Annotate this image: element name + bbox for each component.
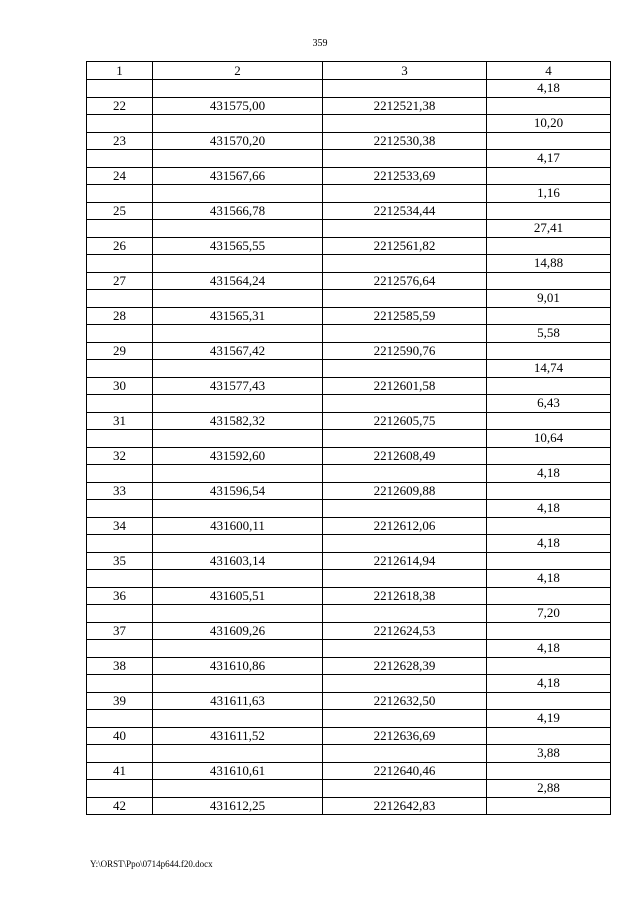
table-cell: 2212605,75 — [323, 412, 487, 430]
table-cell — [487, 412, 611, 430]
table-cell: 2,88 — [487, 780, 611, 798]
table-cell: 37 — [87, 622, 153, 640]
table-cell: 2212618,38 — [323, 587, 487, 605]
table-cell — [323, 570, 487, 588]
table-row — [87, 465, 611, 483]
table-cell: 431609,26 — [153, 622, 323, 640]
table-cell: 4,18 — [487, 465, 611, 483]
table-cell: 4,18 — [487, 500, 611, 518]
table-cell — [487, 167, 611, 185]
table-row — [87, 745, 611, 763]
table-row — [87, 447, 611, 465]
table-cell — [87, 570, 153, 588]
table-cell — [153, 640, 323, 658]
table-cell: 14,74 — [487, 360, 611, 378]
table-cell — [487, 447, 611, 465]
table-cell — [487, 132, 611, 150]
table-cell — [323, 675, 487, 693]
table-cell — [87, 465, 153, 483]
table-cell — [487, 482, 611, 500]
table-cell: 2212561,82 — [323, 237, 487, 255]
table-cell: 36 — [87, 587, 153, 605]
table-cell — [87, 675, 153, 693]
table-row — [87, 640, 611, 658]
table-cell: 9,01 — [487, 290, 611, 308]
table-cell — [87, 640, 153, 658]
table-cell: 38 — [87, 657, 153, 675]
table-cell: 42 — [87, 797, 153, 815]
table-cell: 4,18 — [487, 640, 611, 658]
table-cell: 4,18 — [487, 535, 611, 553]
table-cell: 431565,31 — [153, 307, 323, 325]
table-cell — [323, 220, 487, 238]
table-cell — [153, 255, 323, 273]
table-cell — [323, 500, 487, 518]
table-cell — [323, 360, 487, 378]
table-cell: 30 — [87, 377, 153, 395]
column-header: 2 — [153, 62, 323, 80]
table-cell: 10,64 — [487, 430, 611, 448]
table-cell: 431605,51 — [153, 587, 323, 605]
table-cell — [87, 325, 153, 343]
table-row — [87, 272, 611, 290]
table-row — [87, 412, 611, 430]
table-cell — [87, 220, 153, 238]
table-cell: 2212533,69 — [323, 167, 487, 185]
table-row — [87, 657, 611, 675]
table-cell: 431592,60 — [153, 447, 323, 465]
table-cell — [487, 377, 611, 395]
coordinates-table — [86, 61, 611, 815]
table-cell: 39 — [87, 692, 153, 710]
table-cell — [153, 605, 323, 623]
table-cell — [153, 185, 323, 203]
table-cell — [323, 465, 487, 483]
table-cell: 431611,52 — [153, 727, 323, 745]
table-cell — [153, 395, 323, 413]
table-header-row — [87, 62, 611, 80]
table-row — [87, 97, 611, 115]
table-row — [87, 220, 611, 238]
table-cell — [487, 587, 611, 605]
table-cell: 3,88 — [487, 745, 611, 763]
table-cell: 27,41 — [487, 220, 611, 238]
table-cell: 431570,20 — [153, 132, 323, 150]
column-header: 3 — [323, 62, 487, 80]
table-cell: 6,43 — [487, 395, 611, 413]
table-cell: 431610,61 — [153, 762, 323, 780]
table-cell — [323, 745, 487, 763]
table-cell: 2212609,88 — [323, 482, 487, 500]
table-cell — [487, 797, 611, 815]
table-cell — [153, 115, 323, 133]
table-row — [87, 342, 611, 360]
table-cell: 35 — [87, 552, 153, 570]
table-cell — [323, 255, 487, 273]
table-row — [87, 762, 611, 780]
table-cell — [153, 675, 323, 693]
table-cell — [153, 290, 323, 308]
table-row — [87, 430, 611, 448]
table-row — [87, 150, 611, 168]
table-row — [87, 675, 611, 693]
table-row — [87, 692, 611, 710]
table-row — [87, 325, 611, 343]
table-cell — [323, 710, 487, 728]
table-cell: 2212642,83 — [323, 797, 487, 815]
table-cell: 27 — [87, 272, 153, 290]
table-cell — [87, 605, 153, 623]
table-cell: 4,18 — [487, 80, 611, 98]
table-cell: 431603,14 — [153, 552, 323, 570]
table-row — [87, 587, 611, 605]
table-cell: 7,20 — [487, 605, 611, 623]
table-cell: 31 — [87, 412, 153, 430]
table-cell — [487, 657, 611, 675]
table-cell: 22 — [87, 97, 153, 115]
table-cell: 2212636,69 — [323, 727, 487, 745]
table-cell — [487, 517, 611, 535]
table-cell — [323, 395, 487, 413]
table-cell — [153, 430, 323, 448]
table-cell: 14,88 — [487, 255, 611, 273]
table-cell — [323, 80, 487, 98]
table-cell: 2212530,38 — [323, 132, 487, 150]
table-cell: 2212614,94 — [323, 552, 487, 570]
table-cell — [87, 395, 153, 413]
table-row — [87, 360, 611, 378]
table-cell: 431566,78 — [153, 202, 323, 220]
table-cell: 2212576,64 — [323, 272, 487, 290]
column-header: 1 — [87, 62, 153, 80]
table-row — [87, 202, 611, 220]
table-cell: 2212640,46 — [323, 762, 487, 780]
table-cell — [87, 745, 153, 763]
table-row — [87, 307, 611, 325]
table-row — [87, 132, 611, 150]
file-path-footer: Y:\ORST\Ppo\0714p644.f20.docx — [90, 859, 213, 869]
table-row — [87, 237, 611, 255]
table-cell — [323, 640, 487, 658]
table-cell — [87, 115, 153, 133]
table-cell — [487, 272, 611, 290]
table-row — [87, 517, 611, 535]
table-cell: 2212521,38 — [323, 97, 487, 115]
table-cell — [153, 150, 323, 168]
table-cell: 41 — [87, 762, 153, 780]
table-cell — [87, 255, 153, 273]
table-cell — [153, 570, 323, 588]
table-cell — [323, 185, 487, 203]
table-cell: 431564,24 — [153, 272, 323, 290]
table-row — [87, 797, 611, 815]
table-cell — [87, 430, 153, 448]
table-cell: 33 — [87, 482, 153, 500]
table-cell — [153, 220, 323, 238]
table-cell — [87, 710, 153, 728]
table-row — [87, 255, 611, 273]
table-row — [87, 727, 611, 745]
table-cell — [487, 762, 611, 780]
table-cell — [487, 727, 611, 745]
table-cell — [87, 150, 153, 168]
table-cell: 2212632,50 — [323, 692, 487, 710]
table-cell: 34 — [87, 517, 153, 535]
table-cell — [487, 342, 611, 360]
table-row — [87, 710, 611, 728]
table-cell: 4,19 — [487, 710, 611, 728]
table-row — [87, 185, 611, 203]
table-row — [87, 80, 611, 98]
table-row — [87, 482, 611, 500]
table-cell: 431567,42 — [153, 342, 323, 360]
table-cell: 25 — [87, 202, 153, 220]
table-cell: 4,18 — [487, 570, 611, 588]
table-cell: 28 — [87, 307, 153, 325]
column-header: 4 — [487, 62, 611, 80]
table-row — [87, 570, 611, 588]
table-cell — [153, 745, 323, 763]
table-cell — [487, 97, 611, 115]
table-body — [87, 80, 611, 815]
table-row — [87, 290, 611, 308]
table-cell: 2212624,53 — [323, 622, 487, 640]
table-cell: 10,20 — [487, 115, 611, 133]
table-cell: 26 — [87, 237, 153, 255]
table-cell: 431565,55 — [153, 237, 323, 255]
table-cell — [323, 290, 487, 308]
table-cell — [153, 780, 323, 798]
table-cell: 2212612,06 — [323, 517, 487, 535]
table-cell: 4,18 — [487, 675, 611, 693]
table-cell — [87, 360, 153, 378]
table-cell — [87, 185, 153, 203]
table-cell: 32 — [87, 447, 153, 465]
table-cell — [323, 605, 487, 623]
table-cell — [153, 535, 323, 553]
table-row — [87, 395, 611, 413]
table-cell: 4,17 — [487, 150, 611, 168]
table-cell: 431577,43 — [153, 377, 323, 395]
table-cell: 40 — [87, 727, 153, 745]
table-cell — [487, 552, 611, 570]
page-number: 359 — [312, 38, 328, 49]
table-cell — [323, 535, 487, 553]
table-cell: 2212585,59 — [323, 307, 487, 325]
table-cell — [153, 80, 323, 98]
table-cell: 431582,32 — [153, 412, 323, 430]
table-cell: 2212601,58 — [323, 377, 487, 395]
table-cell: 2212628,39 — [323, 657, 487, 675]
table-cell — [487, 237, 611, 255]
table-cell — [323, 430, 487, 448]
table-cell — [487, 202, 611, 220]
table-cell: 431575,00 — [153, 97, 323, 115]
table-row — [87, 605, 611, 623]
table-row — [87, 167, 611, 185]
table-cell — [153, 465, 323, 483]
table-cell — [153, 500, 323, 518]
table-cell: 431611,63 — [153, 692, 323, 710]
table-cell: 1,16 — [487, 185, 611, 203]
table-row — [87, 535, 611, 553]
table-cell: 23 — [87, 132, 153, 150]
table-cell — [87, 290, 153, 308]
table-cell: 2212534,44 — [323, 202, 487, 220]
table-row — [87, 780, 611, 798]
table-row — [87, 500, 611, 518]
table-cell — [87, 535, 153, 553]
table-cell — [153, 710, 323, 728]
table-cell: 29 — [87, 342, 153, 360]
table-cell: 431612,25 — [153, 797, 323, 815]
table-cell: 2212590,76 — [323, 342, 487, 360]
table-cell — [87, 780, 153, 798]
table-cell — [153, 325, 323, 343]
table-cell — [323, 150, 487, 168]
table-cell — [487, 307, 611, 325]
table-cell — [323, 780, 487, 798]
table-cell: 431610,86 — [153, 657, 323, 675]
table-cell — [487, 622, 611, 640]
table-cell: 24 — [87, 167, 153, 185]
table-row — [87, 552, 611, 570]
table-cell: 431567,66 — [153, 167, 323, 185]
table-row — [87, 377, 611, 395]
table-row — [87, 115, 611, 133]
table-cell — [87, 80, 153, 98]
table-row — [87, 622, 611, 640]
table-cell: 2212608,49 — [323, 447, 487, 465]
table-cell: 431596,54 — [153, 482, 323, 500]
table-cell — [153, 360, 323, 378]
table-cell: 5,58 — [487, 325, 611, 343]
table-cell: 431600,11 — [153, 517, 323, 535]
table-cell — [323, 115, 487, 133]
table-cell — [87, 500, 153, 518]
table-cell — [323, 325, 487, 343]
table-cell — [487, 692, 611, 710]
